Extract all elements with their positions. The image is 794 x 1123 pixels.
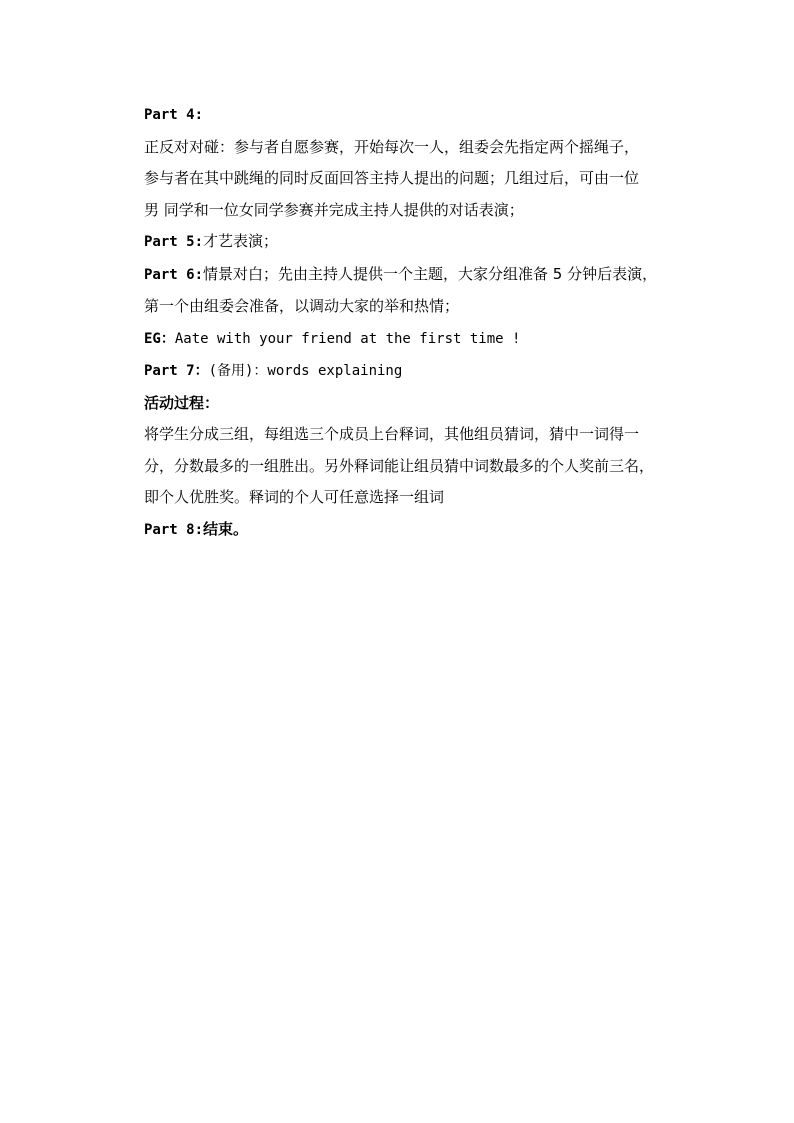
part7-text: (备用)：words explaining [208,363,403,379]
eg-paragraph [144,323,684,356]
part6-text: 情景对白；先由主持人提供一个主题，大家分组准备 5 分钟后表演， [203,264,658,283]
process-line-3: 即个人优胜奖。释词的个人可任意选择一组词 [144,488,445,506]
process-heading: 活动过程： [144,393,220,412]
part5-text: 才艺表演； [203,232,279,250]
process-line-1: 将学生分成三组，每组选三个成员上台释词，其他组员猜词，猜中一词得一 [144,425,640,443]
part8-paragraph [144,514,684,547]
eg-label: EG： [144,330,175,347]
part8-label: Part 8: [144,521,204,538]
part6-paragraph [144,259,684,292]
eg-text: Aate with your friend at the first time ! [174,330,521,347]
part6-continuation: 第一个由组委会准备，以调动大家的举和热情； [144,297,460,315]
document-body [144,100,684,546]
part6-label: Part 6: [144,266,204,283]
part4-heading: Part 4: [144,107,204,123]
part4-line-1: 正反对对碰：参与者自愿参赛，开始每次一人，组委会先指定两个摇绳子， [144,137,640,156]
part7-label: Part 7： [144,363,209,379]
process-line-2: 分，分数最多的一组胜出。另外释词能让组员猜中词数最多的个人奖前三名， [144,456,655,475]
part5-paragraph [144,226,684,259]
part4-line-3: 男 同学和一位女同学参赛并完成主持人提供的对话表演； [144,200,524,219]
part8-text: 结束。 [203,519,249,538]
part4-line-2: 参与者在其中跳绳的同时反面回答主持人提出的问题；几组过后，可由一位 [144,169,640,187]
part5-label: Part 5: [144,234,204,250]
part7-paragraph [144,355,684,388]
